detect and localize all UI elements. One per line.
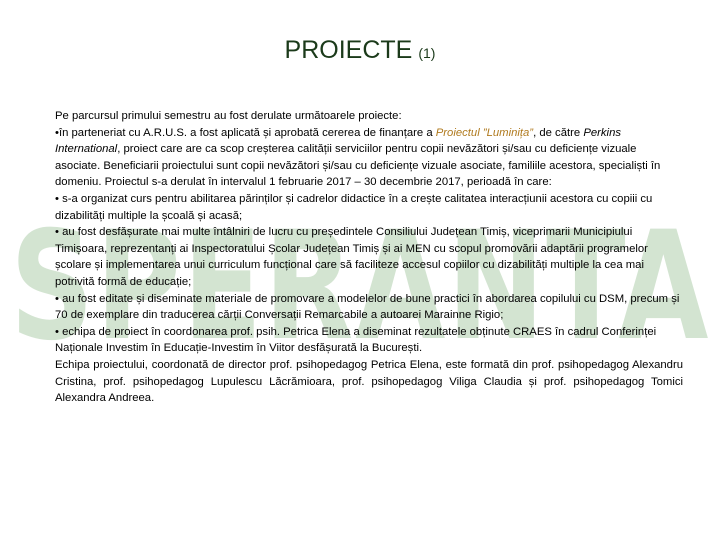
watermark-text: SPERANTA <box>10 200 710 374</box>
intro-paragraph: Pe parcursul primului semestru au fost derulate următoarele proiecte: <box>55 110 402 122</box>
project-text-mid: , de către <box>533 126 584 139</box>
body-content <box>55 108 683 407</box>
bullet-item: • au fost desfășurate mai multe întâlniri de lucru cu președintele Consiliului Județean Timiș, viceprimarii Municipiului Timișoara, reprezentanți ai Inspectoratului Școlar Județean Timiș și ai MEN cu scopul promovării adaptării programelor școlare și implementarea unui curriculum funcțional care să faciliteze accesul copiilor cu dizabilități multiple la cea mai potrivită formă de educație; <box>55 226 648 288</box>
bullet-item: • s-a organizat curs pentru abilitarea părinților și cadrelor didactice în a crește calitatea interacțiunii acestora cu copiii cu dizabilități multiple la școală și acasă; <box>55 192 653 222</box>
bullet-item: • echipa de proiect în coordonarea prof. psih. Petrica Elena a diseminat rezultatele obținute CRAES în cadrul Conferinței Naționale Investim în Educație-Investim în Viitor desfășurată la București. <box>55 325 657 355</box>
project-name: Proiectul ”Luminița” <box>435 126 534 139</box>
bullet-item: • au fost editate și diseminate materiale de promovare a modelelor de bune practici în abordarea copilului cu DSM, precum și 70 de exemplare din traducerea cărții Conversații Remarcabile a autoarei Marainne Rigio; <box>55 292 680 322</box>
project-paragraph <box>55 125 683 191</box>
page-title <box>0 36 720 65</box>
team-paragraph: Echipa proiectului, coordonată de director prof. psihopedagog Petrica Elena, este formată din prof. psihopedagog Alexandru Cristina, prof. psihopedagog Lupulescu Lăcrămioara, prof. psihopedagog Viliga Claudia și prof. psihopedagog Tomici Alexandra Andreea. <box>55 358 683 405</box>
title-sub: (1) <box>418 45 436 61</box>
project-text-before: •în parteneriat cu A.R.U.S. a fost aplicată și aprobată cererea de finanțare a <box>55 126 436 139</box>
organization-name: Perkins International <box>55 126 621 156</box>
project-text-after: , proiect care are ca scop creșterea calității serviciilor pentru copii nevăzători și/sau cu deficiențe vizuale asociate. Beneficiarii proiectului sunt copii nevăzători și/sau cu deficiențe vizuale asociate, familiile acestora, specialiști în domeniu. Proiectul s-a derulat în intervalul 1 februarie 2017 – 30 decembrie 2017, perioadă în care: <box>55 143 661 189</box>
title-main: PROIECTE <box>284 36 413 64</box>
